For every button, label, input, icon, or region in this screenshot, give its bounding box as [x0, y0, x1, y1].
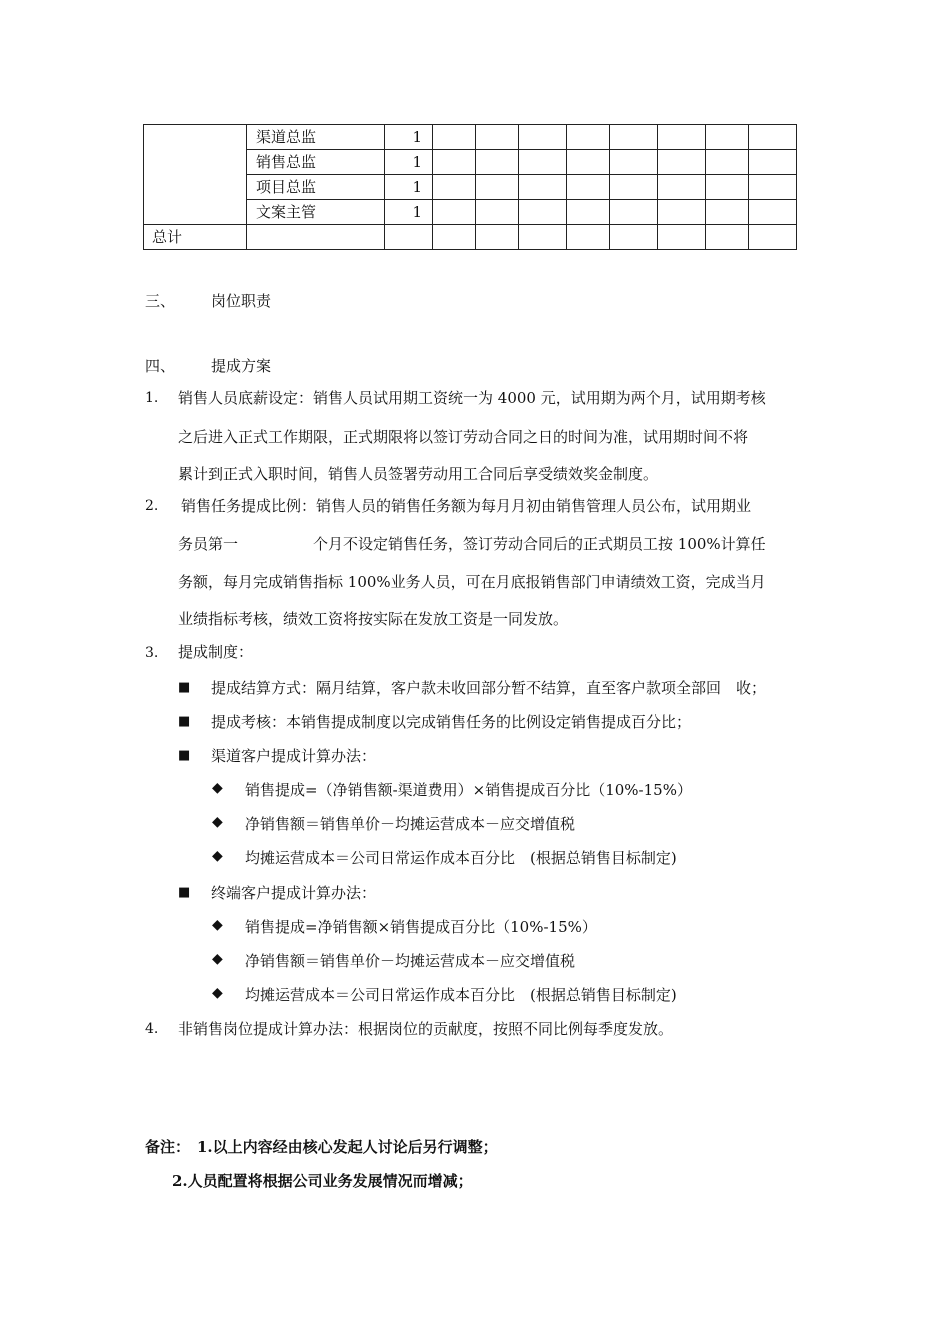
diamond-bullet-icon: ◆ [212, 951, 223, 967]
item-2-line-2a: 务员第一 [178, 535, 239, 553]
formula-terminal-net-sales: 净销售额＝销售单价－均摊运营成本－应交增值税 [245, 952, 576, 970]
bullet-channel-method: 渠道客户提成计算办法： [211, 747, 377, 765]
qty-cell: 1 [385, 200, 433, 225]
qty-cell: 1 [385, 150, 433, 175]
bullet-settlement: 提成结算方式：隔月结算，客户款未收回部分暂不结算，直至客户款项全部回 收； [211, 679, 767, 697]
formula-channel-commission: 销售提成=（净销售额-渠道费用）×销售提成百分比（10%-15%） [245, 781, 692, 799]
role-cell: 渠道总监 [247, 125, 385, 150]
qty-cell: 1 [385, 125, 433, 150]
bullet-assessment: 提成考核：本销售提成制度以完成销售任务的比例设定销售提成百分比； [211, 713, 692, 731]
formula-terminal-cost: 均摊运营成本＝公司日常运作成本百分比 (根据总销售目标制定) [245, 986, 677, 1004]
role-cell: 项目总监 [247, 175, 385, 200]
qty-cell: 1 [385, 175, 433, 200]
item-4-line-1: 非销售岗位提成计算办法：根据岗位的贡献度，按照不同比例每季度发放。 [178, 1020, 674, 1038]
bullet-terminal-method: 终端客户提成计算办法： [211, 884, 377, 902]
role-cell: 文案主管 [247, 200, 385, 225]
item-1-line-1: 销售人员底薪设定：销售人员试用期工资统一为 4000 元，试用期为两个月，试用期考核 [178, 389, 766, 407]
merged-dept-cell [144, 125, 247, 225]
section-3-title: 岗位职责 [211, 292, 272, 310]
section-4-number: 四、 [145, 357, 176, 375]
diamond-bullet-icon: ◆ [212, 985, 223, 1001]
section-4-title: 提成方案 [211, 357, 272, 375]
diamond-bullet-icon: ◆ [212, 917, 223, 933]
item-3-line-1: 提成制度： [178, 643, 254, 661]
diamond-bullet-icon: ◆ [212, 780, 223, 796]
staffing-table [143, 124, 797, 250]
formula-channel-net-sales: 净销售额＝销售单价－均摊运营成本－应交增值税 [245, 815, 576, 833]
table-total-row [144, 225, 797, 250]
square-bullet-icon: ■ [178, 680, 191, 695]
square-bullet-icon: ■ [178, 748, 191, 763]
notes-label: 备注： [145, 1138, 191, 1156]
diamond-bullet-icon: ◆ [212, 814, 223, 830]
note-1: 1.以上内容经由核心发起人讨论后另行调整； [197, 1138, 498, 1156]
diamond-bullet-icon: ◆ [212, 848, 223, 864]
item-2-line-1: 销售任务提成比例：销售人员的销售任务额为每月月初由销售管理人员公布，试用期业 [181, 497, 752, 515]
table-row [144, 125, 797, 150]
formula-channel-cost: 均摊运营成本＝公司日常运作成本百分比 (根据总销售目标制定) [245, 849, 677, 867]
item-1-line-2: 之后进入正式工作期限，正式期限将以签订劳动合同之日的时间为准，试用期时间不将 [178, 428, 749, 446]
formula-terminal-commission: 销售提成=净销售额×销售提成百分比（10%-15%） [245, 918, 597, 936]
total-label: 总计 [144, 225, 247, 250]
item-2-number: 2. [145, 498, 159, 514]
square-bullet-icon: ■ [178, 885, 191, 900]
item-2-line-3: 务额，每月完成销售指标 100%业务人员，可在月底报销售部门申请绩效工资，完成当月 [178, 573, 766, 591]
item-2-line-4: 业绩指标考核，绩效工资将按实际在发放工资是一同发放。 [178, 610, 569, 628]
section-3-number: 三、 [145, 292, 176, 310]
item-3-number: 3. [145, 645, 159, 661]
square-bullet-icon: ■ [178, 714, 191, 729]
item-1-number: 1. [145, 390, 159, 406]
note-2: 2.人员配置将根据公司业务发展情况而增减； [172, 1172, 473, 1190]
role-cell: 销售总监 [247, 150, 385, 175]
item-4-number: 4. [145, 1021, 159, 1037]
item-1-line-3: 累计到正式入职时间，销售人员签署劳动用工合同后享受绩效奖金制度。 [178, 465, 659, 483]
item-2-line-2b: 个月不设定销售任务，签订劳动合同后的正式期员工按 100%计算任 [313, 535, 766, 553]
